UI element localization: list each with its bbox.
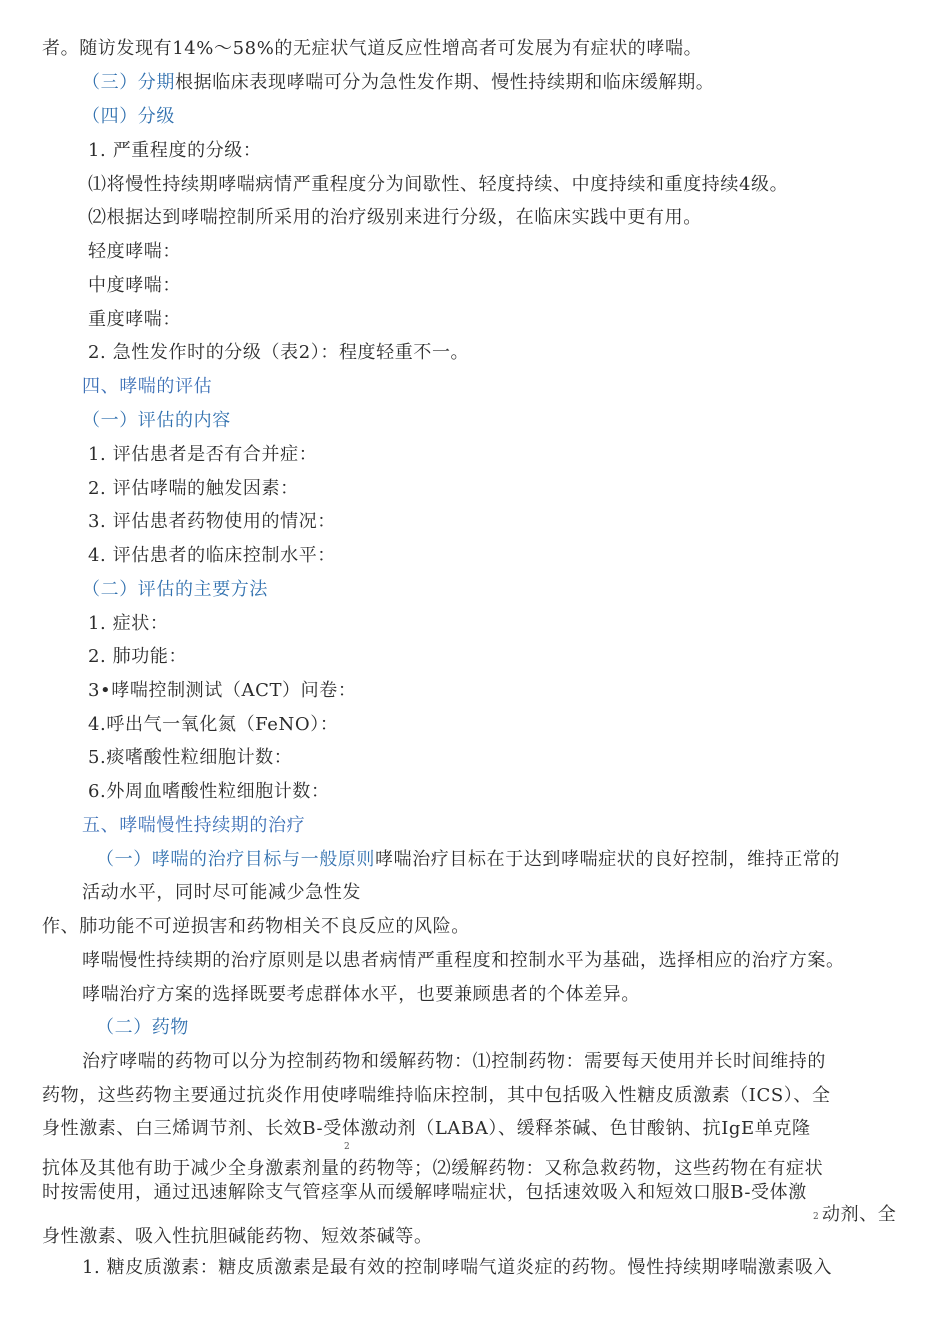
subscript: 2 [813, 1212, 819, 1222]
paragraph-line: 作、肺功能不可逆损害和药物相关不良反应的风险。 [42, 916, 470, 937]
section-heading-assessment-content: （一）评估的内容 [82, 410, 231, 431]
list-item: 6.外周血嗜酸性粒细胞计数： [88, 781, 330, 802]
list-item: 中度哮喘： [88, 275, 181, 296]
paragraph-line: 治疗哮喘的药物可以分为控制药物和缓解药物：⑴控制药物：需要每天使用并长时间维持的 [82, 1051, 826, 1072]
section-heading-line: （三）分期根据临床表现哮喘可分为急性发作期、慢性持续期和临床缓解期。 [82, 72, 715, 93]
section-heading-staging: （三）分期 [82, 72, 175, 93]
paragraph-line: 抗体及其他有助于减少全身激素剂量的药物等；⑵缓解药物：又称急救药物，这些药物在有症状 [42, 1158, 824, 1179]
list-item: 3. 评估患者药物使用的情况： [88, 511, 336, 532]
paragraph-line: 药物，这些药物主要通过抗炎作用使哮喘维持临床控制，其中包括吸入性糖皮质激素（ICS）、全 [42, 1085, 831, 1106]
list-item: 重度哮喘： [88, 309, 181, 330]
chapter-heading-treatment: 五、哮喘慢性持续期的治疗 [82, 815, 306, 836]
paragraph-line: 者。随访发现有14%〜58%的无症状气道反应性增高者可发展为有症状的哮喘。 [42, 38, 703, 59]
list-item: ⑴将慢性持续期哮喘病情严重程度分为间歇性、轻度持续、中度持续和重度持续4级。 [88, 174, 789, 195]
list-item: ⑵根据达到哮喘控制所采用的治疗级别来进行分级，在临床实践中更有用。 [88, 207, 702, 228]
list-item: 轻度哮喘： [88, 241, 181, 262]
paragraph-line: 活动水平，同时尽可能减少急性发 [82, 882, 361, 903]
chapter-heading-assessment: 四、哮喘的评估 [82, 376, 213, 397]
section-heading-drugs: （二）药物 [96, 1017, 189, 1038]
list-item: 4.呼出气一氧化氮（FeNO）： [88, 714, 339, 735]
paragraph-line: 身性激素、吸入性抗胆碱能药物、短效茶碱等。 [42, 1226, 433, 1247]
paragraph-line: 时按需使用，通过迅速解除支气管痉挛从而缓解哮喘症状，包括速效吸入和短效口服B-受体激 [42, 1182, 807, 1203]
section-heading-grading: （四）分级 [82, 106, 175, 127]
list-item: 2. 急性发作时的分级（表2）：程度轻重不一。 [88, 342, 470, 363]
paragraph-line: 身性激素、白三烯调节剂、长效B-受体激动剂（LABA）、缓释茶碱、色甘酸钠、抗IgE单克隆 [42, 1118, 811, 1139]
paragraph-line: 哮喘慢性持续期的治疗原则是以患者病情严重程度和控制水平为基础，选择相应的治疗方案。 [82, 950, 845, 971]
list-item: 3•哮喘控制测试（ACT）问卷： [88, 680, 357, 701]
list-item: 4. 评估患者的临床控制水平： [88, 545, 336, 566]
subscript: 2 [344, 1142, 350, 1152]
paragraph-line: 动剂、全 [822, 1204, 897, 1225]
list-item: 2. 肺功能： [88, 646, 188, 667]
section-heading-line: （一）哮喘的治疗目标与一般原则哮喘治疗目标在于达到哮喘症状的良好控制，维持正常的 [96, 849, 840, 870]
list-item: 5.痰嗜酸性粒细胞计数： [88, 747, 293, 768]
list-item: 1. 评估患者是否有合并症： [88, 444, 318, 465]
list-item: 1. 症状： [88, 613, 169, 634]
paragraph-line: 1. 糖皮质激素：糖皮质激素是最有效的控制哮喘气道炎症的药物。慢性持续期哮喘激素吸入 [82, 1257, 833, 1278]
section-heading-treatment-goals: （一）哮喘的治疗目标与一般原则 [96, 849, 375, 870]
paragraph-line: 哮喘治疗方案的选择既要考虑群体水平，也要兼顾患者的个体差异。 [82, 984, 640, 1005]
list-item: 1. 严重程度的分级： [88, 140, 262, 161]
section-heading-assessment-methods: （二）评估的主要方法 [82, 579, 268, 600]
list-item: 2. 评估哮喘的触发因素： [88, 478, 299, 499]
